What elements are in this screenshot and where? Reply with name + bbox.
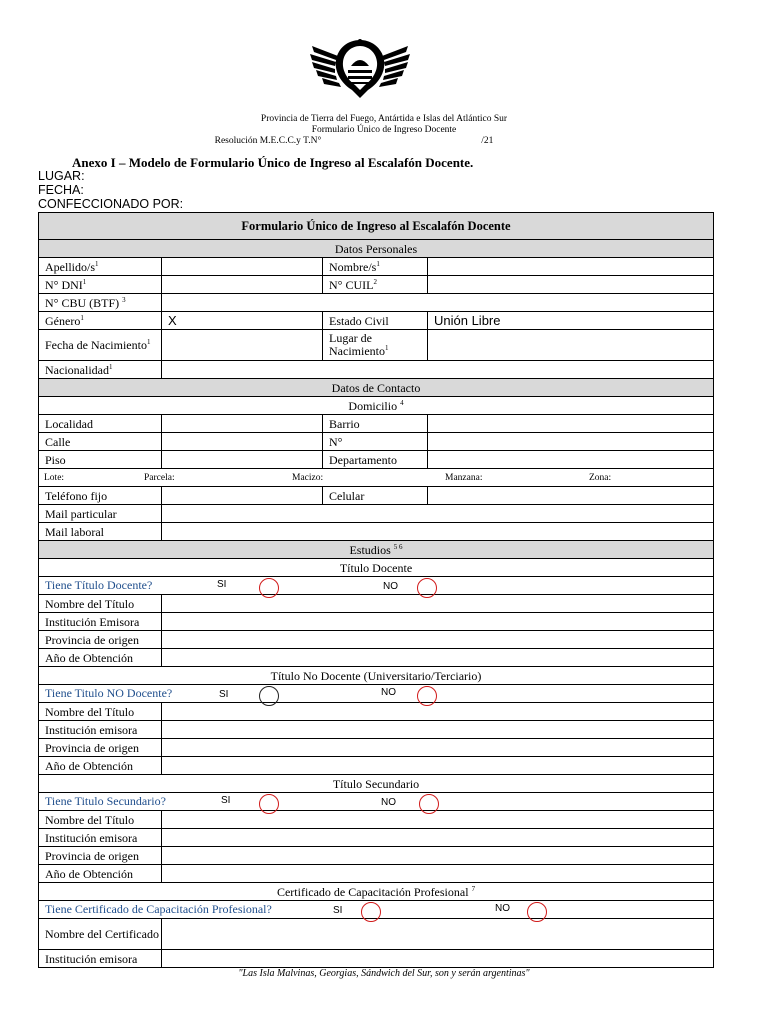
question-row-docente (39, 577, 714, 595)
label-anio: Año de Obtención (39, 649, 162, 667)
field-nombre-certificado[interactable] (162, 919, 714, 950)
label-cbu: N° CBU (BTF) $^3$ (39, 294, 162, 312)
header-form-name: Formulario Único de Ingreso Docente (311, 125, 457, 135)
field-anio-secundario[interactable] (162, 865, 714, 883)
header-resolution (0, 135, 768, 147)
form-title: Formulario Único de Ingreso al Escalafón Docente (39, 213, 714, 240)
estado-civil-value: Unión Libre (434, 312, 501, 328)
resolution-code: Resolución M.E.C.C.y T.N° (214, 136, 322, 146)
meta-lugar: LUGAR: (38, 169, 85, 183)
annex-title: Anexo I – Modelo de Formulario Único de Ingreso al Escalafón Docente. (72, 155, 474, 170)
radio-no-docente[interactable] (417, 578, 437, 598)
question-row-secundario (39, 793, 714, 811)
label-lugar-nacimiento: Lugar de Nacimiento$^1$ (323, 330, 428, 361)
subsection-titulo-docente: Título Docente (39, 559, 714, 577)
section-datos-contacto: Datos de Contacto (39, 379, 714, 397)
field-mail-laboral[interactable] (162, 523, 714, 541)
lote-row[interactable] (39, 469, 714, 487)
ingreso-form-table (38, 212, 714, 968)
label-genero: Género$^1$ (39, 312, 162, 330)
label-cuil: N° CUIL$^2$ (323, 276, 428, 294)
label-apellido: Apellido/$s^1$ (39, 258, 162, 276)
provincial-crest-icon (308, 36, 412, 104)
option-no-label: NO (495, 903, 510, 914)
header-province: Provincia de Tierra del Fuego, Antártida e Islas del Atlántico Sur (260, 114, 508, 124)
option-si-label: SI (221, 795, 231, 806)
label-estado-civil: Estado Civil (323, 312, 428, 330)
field-institucion-docente[interactable] (162, 613, 714, 631)
label-piso: Piso (39, 451, 162, 469)
field-nombre[interactable] (428, 258, 714, 276)
label-institucion: Institución Emisora (39, 613, 162, 631)
field-celular[interactable] (428, 487, 714, 505)
label-provincia: Provincia de origen (39, 847, 162, 865)
question-row-no-docente (39, 685, 714, 703)
option-si-label: SI (217, 579, 227, 590)
option-no-label: NO (381, 687, 396, 698)
field-cbu[interactable] (162, 294, 714, 312)
question-certificado: Tiene Certificado de Capacitación Profesional? (45, 902, 272, 916)
footer-motto: "Las Isla Malvinas, Georgias, Sándwich del Sur, son y serán argentinas" (238, 968, 530, 979)
label-institucion: Institución emisora (39, 950, 162, 968)
field-piso[interactable] (162, 451, 323, 469)
field-calle[interactable] (162, 433, 323, 451)
subsection-domicilio: Domicilio $^4$ (39, 397, 714, 415)
radio-no-secundario[interactable] (419, 794, 439, 814)
label-fecha-nacimiento: Fecha de Nacimiento$^1$ (39, 330, 162, 361)
section-estudios: Estudios $^{5 6}$ (39, 541, 714, 559)
field-nombre-titulo-no-docente[interactable] (162, 703, 714, 721)
label-lote: Lote: (44, 473, 65, 483)
genero-value: X (168, 312, 177, 328)
label-nombre-titulo: Nombre del Título (39, 703, 162, 721)
question-row-certificado (39, 901, 714, 919)
label-institucion: Institución emisora (39, 829, 162, 847)
radio-si-secundario[interactable] (259, 794, 279, 814)
label-numero: N° (323, 433, 428, 451)
question-titulo-secundario: Tiene Titulo Secundario? (45, 794, 166, 808)
label-nombre-certificado: Nombre del Certificado (39, 919, 162, 950)
radio-no-certificado[interactable] (527, 902, 547, 922)
radio-no-no-docente[interactable] (417, 686, 437, 706)
field-provincia-docente[interactable] (162, 631, 714, 649)
label-telefono: Teléfono fijo (39, 487, 162, 505)
radio-si-docente[interactable] (259, 578, 279, 598)
field-lugar-nacimiento[interactable] (428, 330, 714, 361)
label-parcela: Parcela: (144, 473, 175, 483)
field-nombre-titulo-docente[interactable] (162, 595, 714, 613)
field-fecha-nacimiento[interactable] (162, 330, 323, 361)
field-genero[interactable] (162, 312, 323, 330)
field-dni[interactable] (162, 276, 323, 294)
label-anio: Año de Obtención (39, 757, 162, 775)
field-institucion-certificado[interactable] (162, 950, 714, 968)
radio-si-certificado[interactable] (361, 902, 381, 922)
label-nombre: Nombre/$s^1$ (323, 258, 428, 276)
field-localidad[interactable] (162, 415, 323, 433)
label-manzana: Manzana: (445, 473, 483, 483)
option-si-label: SI (219, 689, 229, 700)
field-apellido[interactable] (162, 258, 323, 276)
meta-confeccionado: CONFECCIONADO POR: (38, 197, 184, 211)
label-nacionalidad: Nacionalidad$^1$ (39, 361, 162, 379)
field-provincia-no-docente[interactable] (162, 739, 714, 757)
label-mail-particular: Mail particular (39, 505, 162, 523)
label-provincia: Provincia de origen (39, 739, 162, 757)
label-institucion: Institución emisora (39, 721, 162, 739)
label-nombre-titulo: Nombre del Título (39, 595, 162, 613)
field-numero[interactable] (428, 433, 714, 451)
option-no-label: NO (381, 797, 396, 808)
label-departamento: Departamento (323, 451, 428, 469)
label-celular: Celular (323, 487, 428, 505)
field-provincia-secundario[interactable] (162, 847, 714, 865)
field-barrio[interactable] (428, 415, 714, 433)
section-datos-personales: Datos Personales (39, 240, 714, 258)
field-anio-docente[interactable] (162, 649, 714, 667)
question-titulo-no-docente: Tiene Titulo NO Docente? (45, 686, 173, 700)
radio-si-no-docente[interactable] (259, 686, 279, 706)
question-titulo-docente: Tiene Título Docente? (45, 578, 153, 592)
label-barrio: Barrio (323, 415, 428, 433)
label-zona: Zona: (589, 473, 612, 483)
label-mail-laboral: Mail laboral (39, 523, 162, 541)
label-macizo: Macizo: (292, 473, 324, 483)
field-estado-civil[interactable] (428, 312, 714, 330)
label-localidad: Localidad (39, 415, 162, 433)
field-institucion-secundario[interactable] (162, 829, 714, 847)
field-cuil[interactable] (428, 276, 714, 294)
field-nacionalidad[interactable] (162, 361, 714, 379)
subsection-titulo-secundario: Título Secundario (39, 775, 714, 793)
resolution-year: /21 (481, 136, 494, 146)
subsection-certificado: Certificado de Capacitación Profesional $^7$ (39, 883, 714, 901)
field-telefono[interactable] (162, 487, 323, 505)
option-si-label: SI (333, 905, 343, 916)
meta-fecha: FECHA: (38, 183, 84, 197)
subsection-titulo-no-docente: Título No Docente (Universitario/Terciario) (39, 667, 714, 685)
option-no-label: NO (383, 581, 398, 592)
field-mail-particular[interactable] (162, 505, 714, 523)
field-departamento[interactable] (428, 451, 714, 469)
label-dni: N° DNI$^1$ (39, 276, 162, 294)
field-nombre-titulo-secundario[interactable] (162, 811, 714, 829)
label-calle: Calle (39, 433, 162, 451)
label-nombre-titulo: Nombre del Título (39, 811, 162, 829)
label-anio: Año de Obtención (39, 865, 162, 883)
label-provincia: Provincia de origen (39, 631, 162, 649)
field-institucion-no-docente[interactable] (162, 721, 714, 739)
field-anio-no-docente[interactable] (162, 757, 714, 775)
